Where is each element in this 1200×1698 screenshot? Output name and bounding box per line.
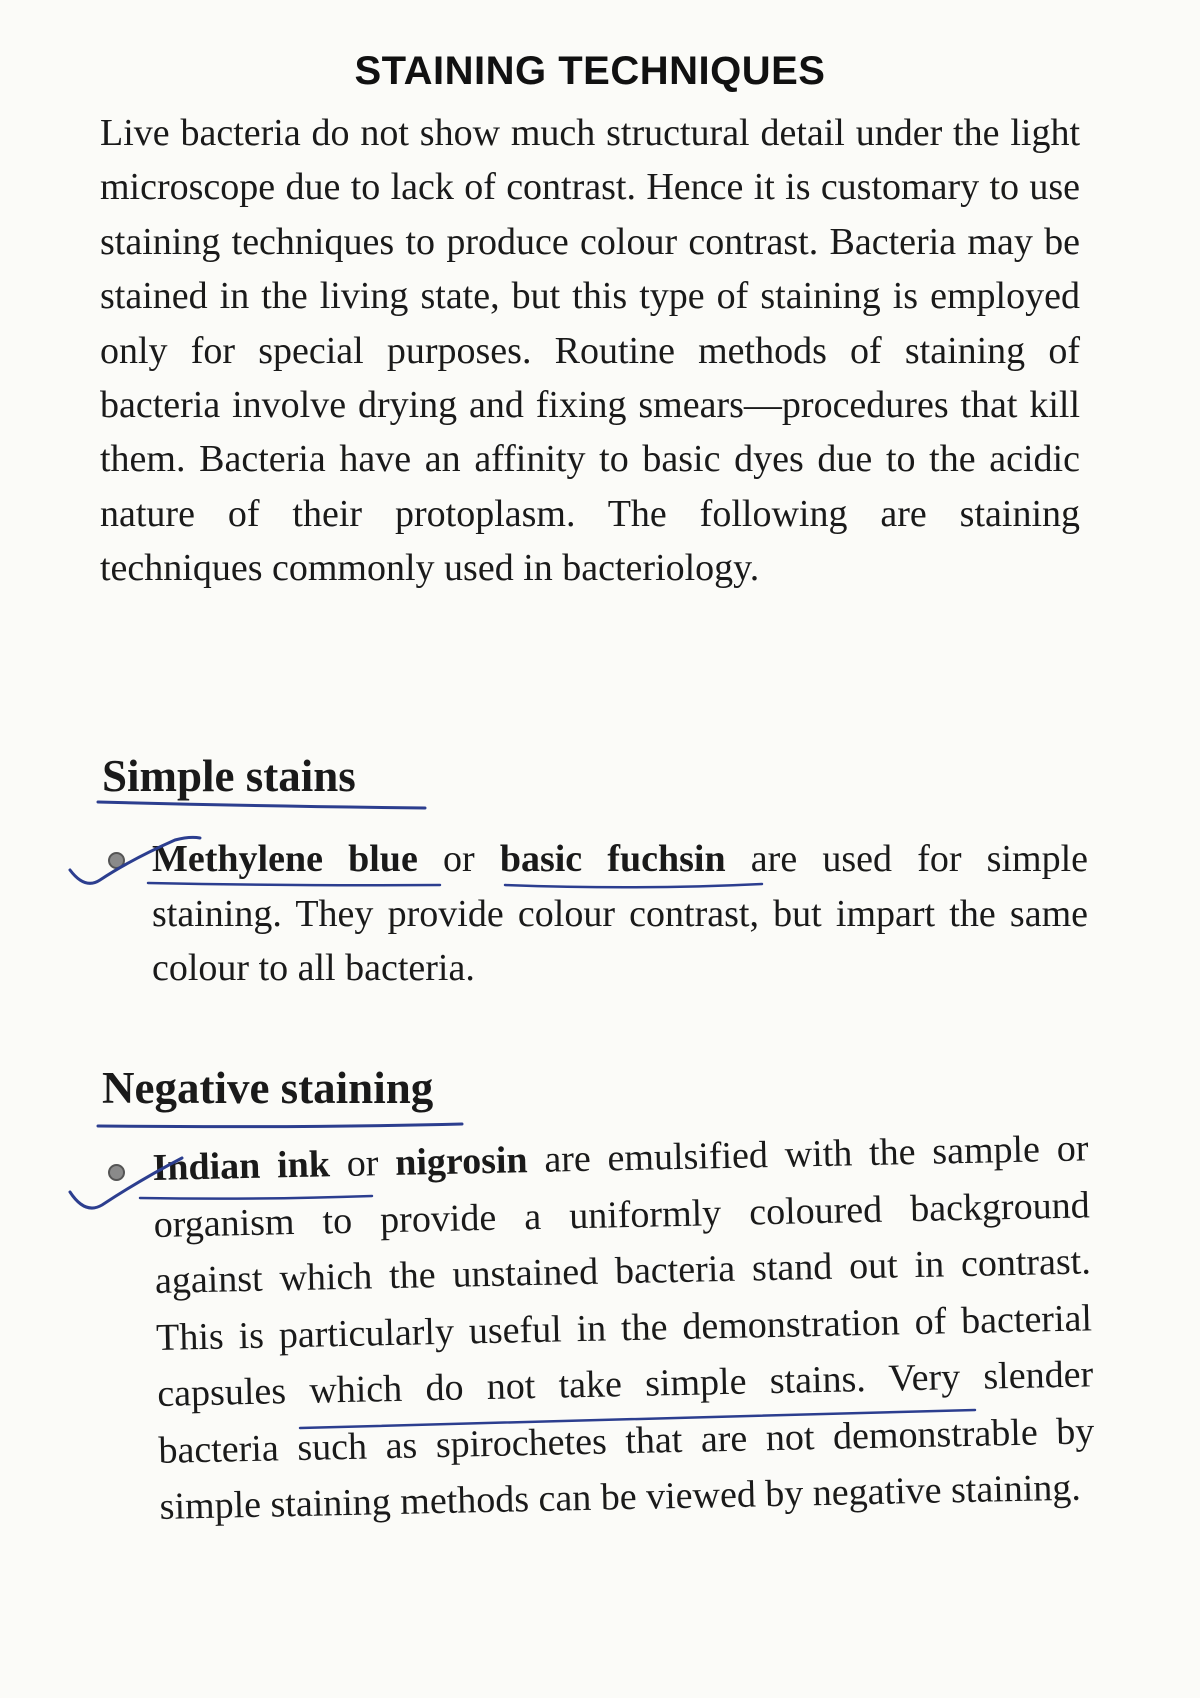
- bullet-dot-icon: [108, 852, 125, 869]
- term-nigrosin: nigrosin: [394, 1139, 528, 1184]
- term-indian-ink: Indian ink: [152, 1143, 331, 1189]
- negative-staining-paragraph: [152, 1120, 1096, 1535]
- simple-stains-paragraph: [152, 832, 1088, 996]
- underline-simple-stains-icon: [98, 802, 425, 808]
- negative-staining-body-b: which do not take simple stains. Very slender bacteria such as spirochetes that are not demonstrable by simple staining methods can be viewed by negative staining.: [158, 1353, 1095, 1528]
- connector-text: or: [417, 838, 500, 880]
- term-basic-fuchsin: basic fuchsin: [499, 838, 726, 880]
- simple-stains-body: are used for simple staining. They provide colour contrast, but impart the same colour to all bacteria.: [152, 838, 1088, 989]
- negative-staining-heading: Negative staining: [102, 1063, 434, 1113]
- intro-paragraph: Live bacteria do not show much structural detail under the light microscope due to lack of contrast. Hence it is customary to use staining techniques to produce colour contrast. Bacteria may be stained in the living state, but this type of staining is employed only for special purposes. Routine methods of staining of bacteria involve drying and fixing smears—procedures that kill them. Bacteria have an affinity to basic dyes due to the acidic nature of their protoplasm. The following are staining techniques commonly used in bacteriology.: [100, 112, 1080, 590]
- page-title: STAINING TECHNIQUES: [354, 48, 826, 93]
- negative-staining-body-a: are emulsified with the sample or organism to provide a uniformly coloured background against which the unstained bacteria stand out in contrast. This is particularly useful in the: [153, 1127, 1092, 1359]
- simple-stains-heading: Simple stains: [102, 751, 356, 801]
- highlighted-phrase: demonstration of bacterial capsules: [156, 1296, 1093, 1415]
- term-methylene-blue: Methylene blue: [152, 838, 418, 880]
- underline-negative-staining-icon: [98, 1124, 462, 1127]
- connector-text: or: [329, 1141, 396, 1186]
- bullet-dot-icon: [108, 1164, 125, 1181]
